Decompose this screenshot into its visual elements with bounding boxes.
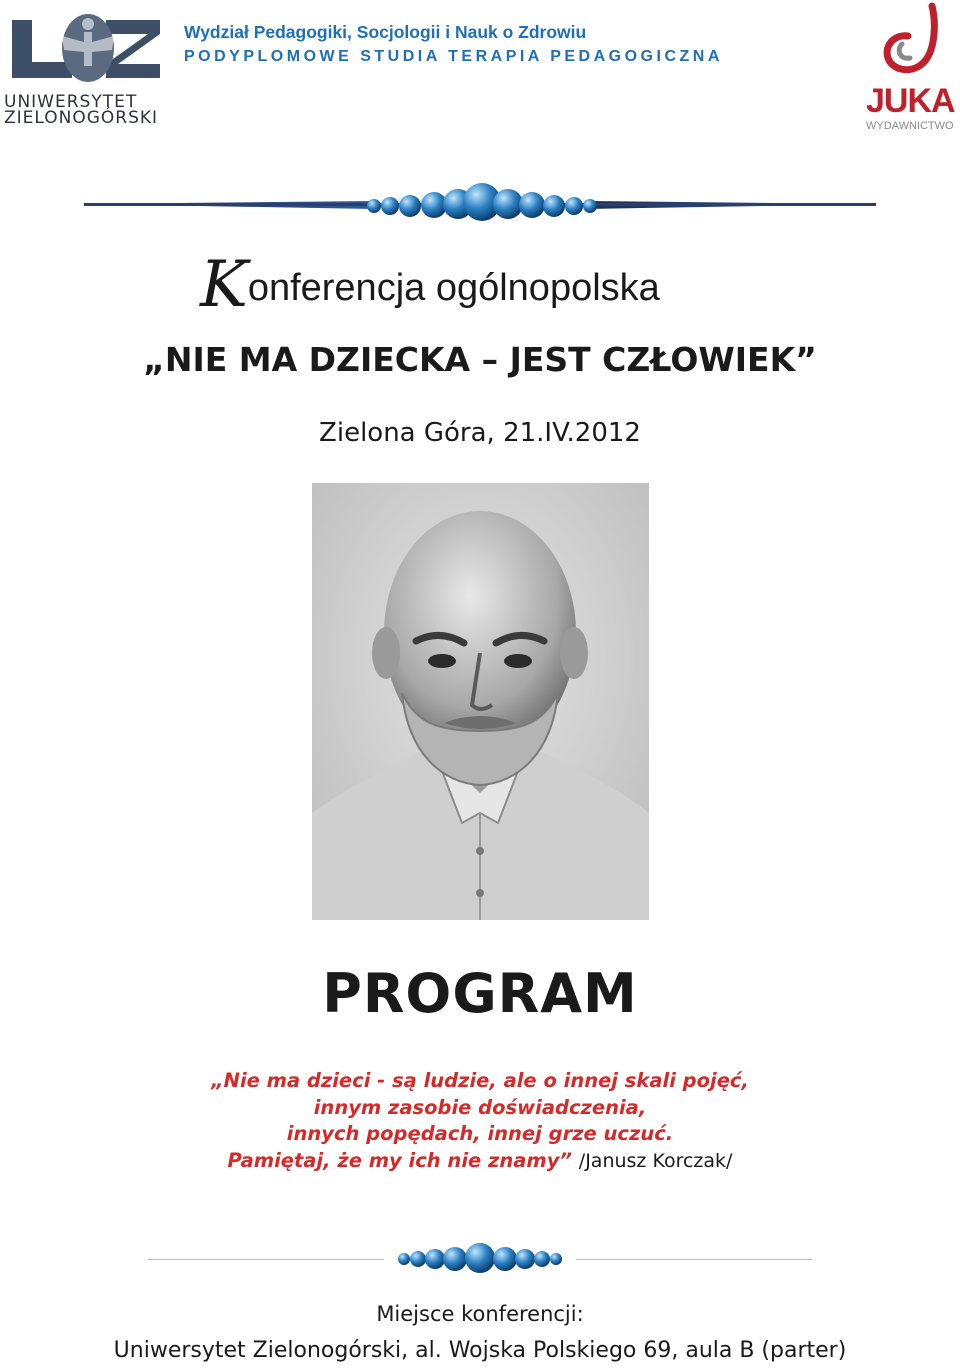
portrait-icon: [312, 483, 649, 920]
beaded-divider-icon: [84, 180, 876, 232]
quote-line-3: innych popędach, innej grze uczuć.: [286, 1122, 674, 1145]
conference-title-rest: onferencja ogólnopolska: [247, 267, 660, 309]
studies-name: PODYPLOMOWE STUDIA TERAPIA PEDAGOGICZNA: [184, 48, 723, 65]
conference-title-initial: K: [200, 248, 248, 322]
quote-last-line: Pamiętaj, że my ich nie znamy”: [227, 1148, 572, 1172]
conference-slogan: „NIE MA DZIECKA – JEST CZŁOWIEK”: [143, 340, 817, 379]
conference-title: [200, 248, 760, 322]
quote-line-4: [0, 1148, 960, 1175]
quote-line-2: innym zasobie doświadczenia,: [313, 1095, 647, 1119]
university-name-line1: UNIWERSYTET: [4, 92, 138, 112]
faculty-name: Wydział Pedagogiki, Socjologii i Nauk o Zdrowiu: [184, 22, 587, 42]
venue-label: Miejsce konferencji:: [376, 1302, 584, 1326]
publisher-emblem-icon: [862, 2, 960, 82]
portrait-photo: [312, 483, 649, 920]
quote-line-1: „Nie ma dzieci - są ludzie, ale o innej skali pojęć,: [211, 1069, 749, 1092]
bottom-divider: [148, 1238, 812, 1278]
program-heading: PROGRAM: [322, 962, 638, 1025]
korczak-quote: [0, 1068, 960, 1174]
beaded-divider-icon: [148, 1238, 812, 1278]
conference-place-date: Zielona Góra, 21.IV.2012: [319, 418, 641, 448]
publisher-name: JUKA: [866, 82, 955, 120]
university-name-line2: ZIELONOGÓRSKI: [4, 108, 159, 128]
top-divider: [84, 180, 876, 232]
publisher-subtitle: WYDAWNICTWO: [866, 120, 954, 132]
venue-address: Uniwersytet Zielonogórski, al. Wojska Polskiego 69, aula B (parter): [113, 1338, 847, 1363]
quote-author: /Janusz Korczak/: [578, 1149, 733, 1172]
